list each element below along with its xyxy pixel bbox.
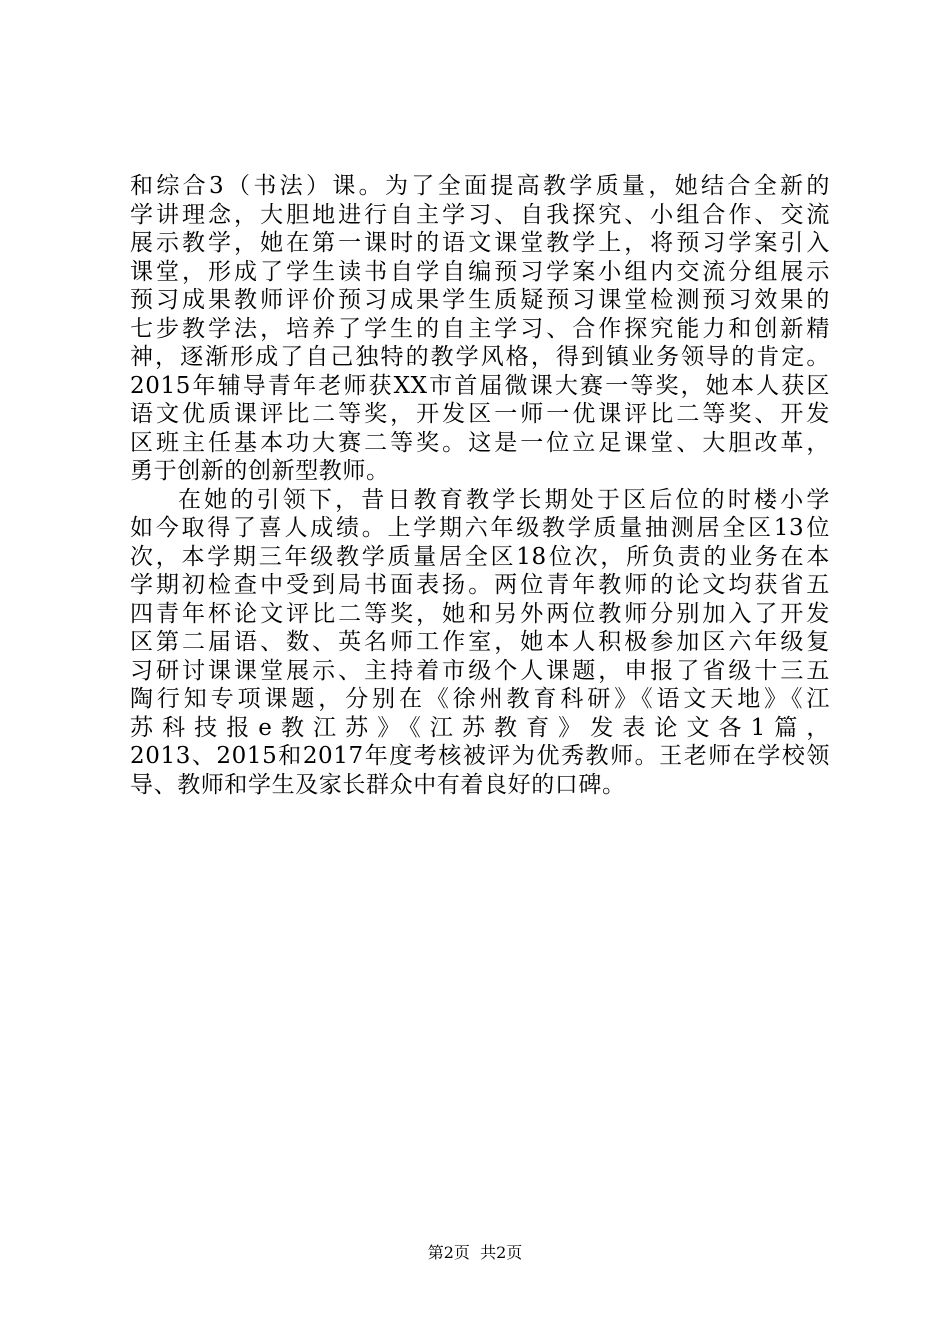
- text-line: 展示教学，她在第一课时的语文课堂教学上，将预习学案引入: [130, 230, 830, 256]
- text-line: 和综合3（书法）课。为了全面提高教学质量，她结合全新的: [130, 173, 830, 199]
- document-body: [130, 172, 830, 799]
- paragraph-1: [130, 172, 830, 486]
- page-footer: 第2页 共2页: [427, 1243, 523, 1262]
- text-line: 七步教学法，培养了学生的自主学习、合作探究能力和创新精: [130, 315, 830, 342]
- text-line: 次，本学期三年级教学质量居全区18位次，所负责的业务在本: [130, 543, 830, 570]
- text-line: 如今取得了喜人成绩。上学期六年级教学质量抽测居全区13位: [130, 515, 830, 541]
- text-line: 2015年辅导青年老师获XX市首届微课大赛一等奖，她本人获区: [130, 372, 830, 399]
- text-line: 语文优质课评比二等奖，开发区一师一优课评比二等奖、开发: [130, 401, 830, 427]
- text-line: 四青年杯论文评比二等奖，她和另外两位教师分别加入了开发: [130, 600, 830, 627]
- text-line: 习研讨课课堂展示、主持着市级个人课题，申报了省级十三五: [130, 657, 830, 684]
- text-line: 导、教师和学生及家长群众中有着良好的口碑。: [130, 771, 626, 798]
- text-line: 2013、2015和2017年度考核被评为优秀教师。王老师在学校领: [130, 743, 830, 769]
- text-line: 勇于创新的创新型教师。: [130, 458, 390, 484]
- text-line: 神，逐渐形成了自己独特的教学风格，得到镇业务领导的肯定。: [130, 344, 830, 370]
- text-line: 在她的引领下，昔日教育教学长期处于区后位的时楼小学: [178, 486, 830, 513]
- text-line: 区班主任基本功大赛二等奖。这是一位立足课堂、大胆改革，: [130, 429, 830, 456]
- paragraph-2: [130, 486, 830, 800]
- text-line: 学讲理念，大胆地进行自主学习、自我探究、小组合作、交流: [130, 201, 830, 228]
- text-line: 陶行知专项课题，分别在《徐州教育科研》《语文天地》《江: [130, 686, 830, 712]
- text-line: 区第二届语、数、英名师工作室，她本人积极参加区六年级复: [130, 629, 830, 655]
- text-line: 学期初检查中受到局书面表扬。两位青年教师的论文均获省五: [130, 572, 830, 598]
- text-line: 苏科技报e教江苏》《江苏教育》发表论文各1篇，: [130, 714, 830, 741]
- text-line: 预习成果教师评价预习成果学生质疑预习课堂检测预习效果的: [130, 287, 830, 313]
- text-line: 课堂，形成了学生读书自学自编预习学案小组内交流分组展示: [130, 258, 830, 285]
